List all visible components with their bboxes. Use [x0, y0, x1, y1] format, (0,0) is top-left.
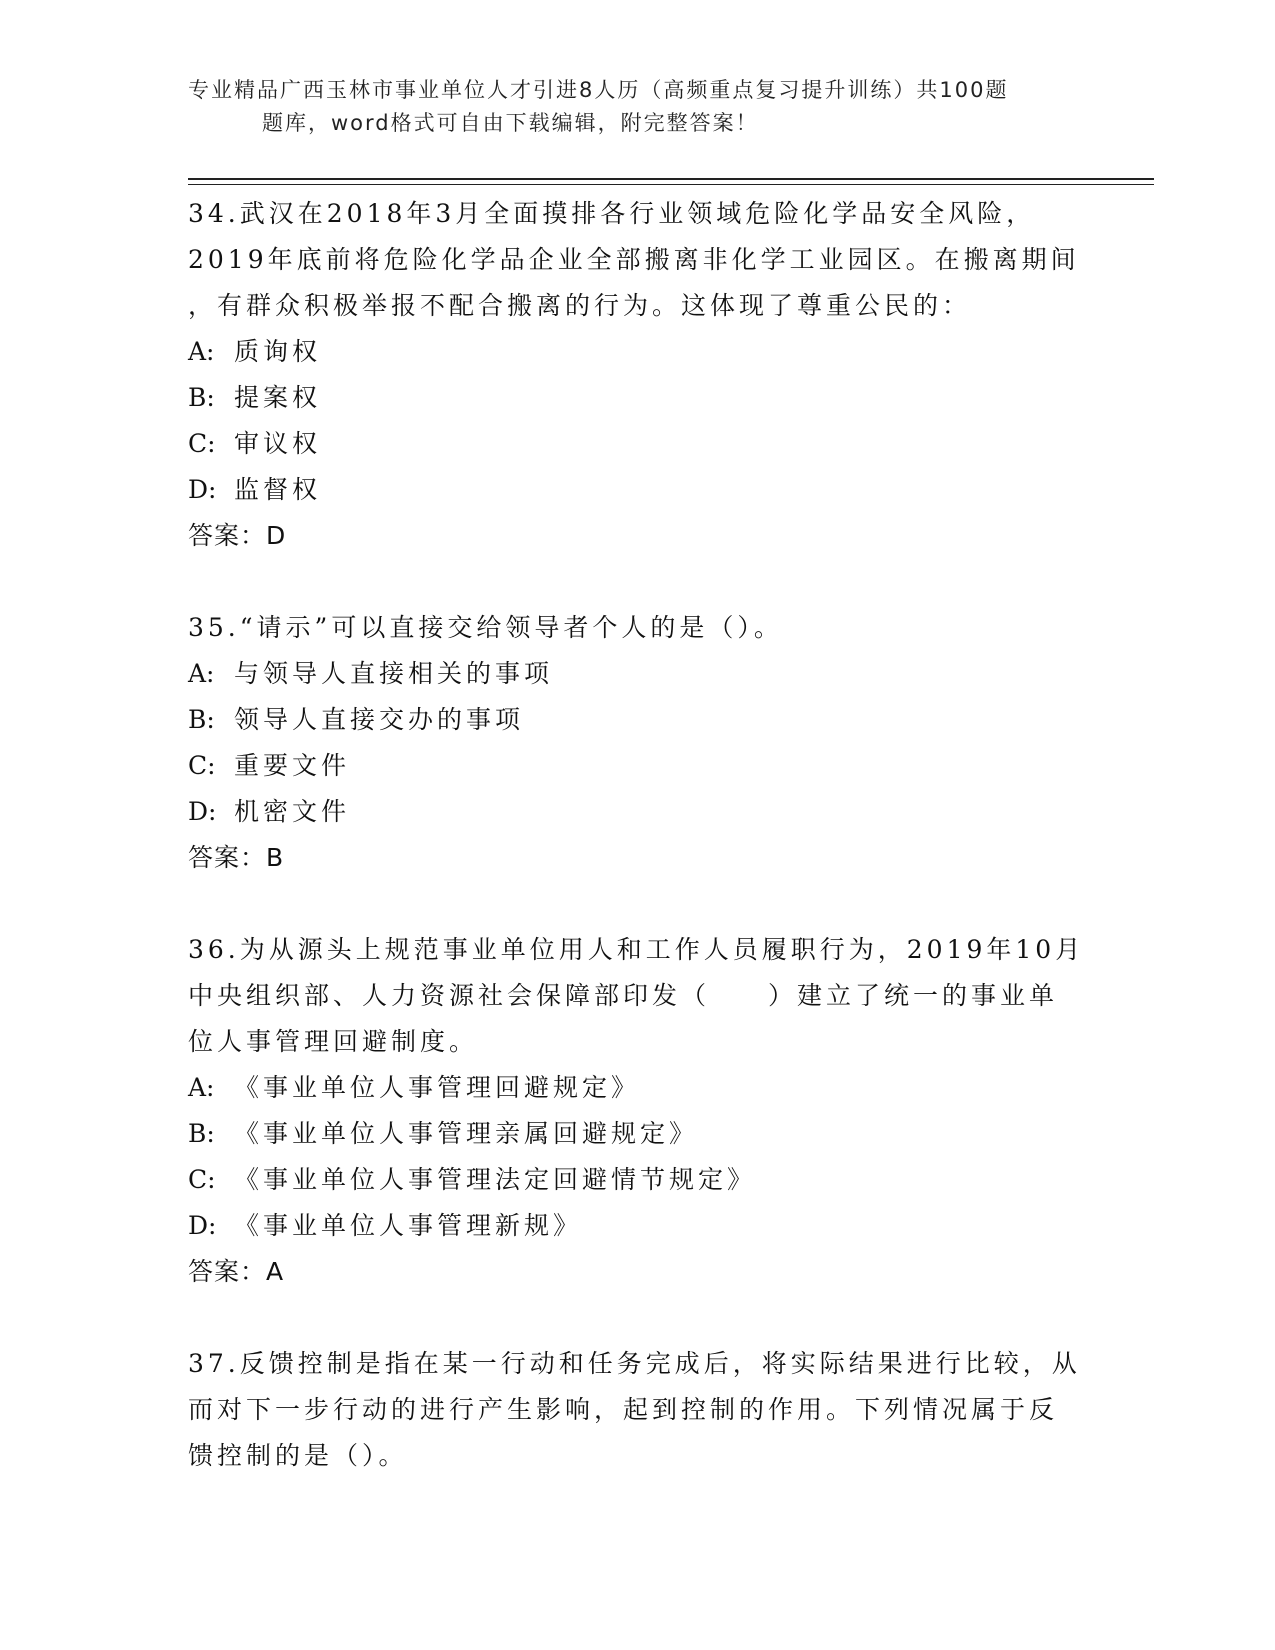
option-b — [188, 375, 1128, 421]
document-header — [188, 74, 1088, 140]
option-b — [188, 697, 1128, 743]
spacer — [188, 881, 1128, 927]
option-c — [188, 421, 1128, 467]
option-label: D: — [188, 1211, 217, 1240]
spacer — [188, 559, 1128, 605]
question-text: 34.武汉在2018年3月全面摸排各行业领域危险化学品安全风险， 2019年底前将危险化学品企业全部搬离非化学工业园区。在搬离期间 ，有群众积极举报不配合搬离的行为。这体现了尊重公民的： — [188, 199, 1080, 320]
option-a — [188, 329, 1128, 375]
header-divider-thin — [188, 184, 1154, 185]
question-text: 36.为从源头上规范事业单位用人和工作人员履职行为，2019年10月 中央组织部、人力资源社会保障部印发（ ）建立了统一的事业单 位人事管理回避制度。 — [188, 935, 1085, 1056]
option-text: 质询权 — [234, 337, 322, 366]
option-text: 提案权 — [234, 383, 322, 412]
option-d — [188, 789, 1128, 835]
option-text: 领导人直接交办的事项 — [234, 705, 525, 734]
question-36 — [188, 927, 1128, 1295]
option-text: 监督权 — [234, 475, 322, 504]
option-d — [188, 1203, 1128, 1249]
option-text: 审议权 — [234, 429, 322, 458]
option-d — [188, 467, 1128, 513]
option-label: A: — [188, 659, 215, 688]
option-c — [188, 743, 1128, 789]
question-list — [188, 191, 1128, 1479]
question-text: 35.“请示”可以直接交给领导者个人的是（）。 — [188, 613, 783, 642]
question-35 — [188, 605, 1128, 881]
option-b — [188, 1111, 1128, 1157]
option-text: 《事业单位人事管理新规》 — [234, 1211, 583, 1240]
option-label: C: — [188, 1165, 216, 1194]
option-label: D: — [188, 797, 217, 826]
option-text: 《事业单位人事管理亲属回避规定》 — [234, 1119, 699, 1148]
option-text: 《事业单位人事管理回避规定》 — [234, 1073, 641, 1102]
option-c — [188, 1157, 1128, 1203]
option-label: B: — [188, 1119, 215, 1148]
option-text: 与领导人直接相关的事项 — [234, 659, 554, 688]
question-37 — [188, 1341, 1128, 1479]
answer-line: 答案：D — [188, 521, 287, 550]
question-34 — [188, 191, 1128, 559]
question-text: 37.反馈控制是指在某一行动和任务完成后，将实际结果进行比较，从 而对下一步行动的进行产生影响，起到控制的作用。下列情况属于反 馈控制的是（）。 — [188, 1349, 1081, 1470]
option-label: A: — [188, 1073, 215, 1102]
answer-line: 答案：B — [188, 843, 285, 872]
spacer — [188, 1295, 1128, 1341]
option-text: 机密文件 — [234, 797, 351, 826]
option-label: A: — [188, 337, 215, 366]
option-label: C: — [188, 429, 216, 458]
option-text: 重要文件 — [234, 751, 351, 780]
option-label: C: — [188, 751, 216, 780]
header-line-2: 题库，word格式可自由下载编辑，附完整答案！ — [262, 111, 759, 135]
option-label: B: — [188, 705, 215, 734]
option-label: D: — [188, 475, 217, 504]
option-text: 《事业单位人事管理法定回避情节规定》 — [234, 1165, 757, 1194]
option-label: B: — [188, 383, 215, 412]
header-line-1: 专业精品广西玉林市事业单位人才引进8人历（高频重点复习提升训练）共100题 — [188, 78, 1009, 102]
header-divider-thick — [188, 178, 1154, 180]
option-a — [188, 651, 1128, 697]
option-a — [188, 1065, 1128, 1111]
answer-line: 答案：A — [188, 1257, 285, 1286]
